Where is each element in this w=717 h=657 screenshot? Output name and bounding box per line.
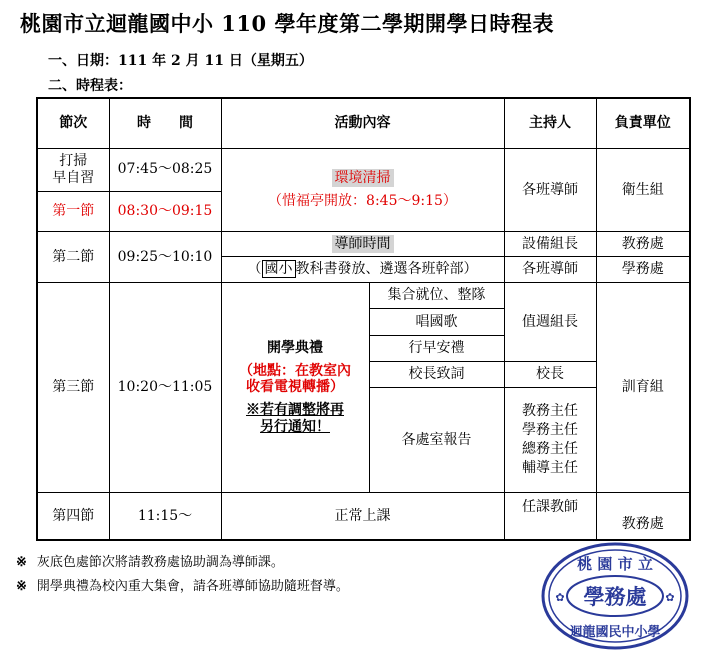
table-row bbox=[37, 493, 690, 540]
note-ceremony bbox=[16, 575, 349, 594]
ceremony-notice-a: ※若有調整將再 bbox=[246, 402, 344, 419]
info-date: 一、日期：111 年 2 月 11 日（星期五） bbox=[48, 53, 313, 69]
activity-note-rest: 教科書發放、遴選各班幹部） bbox=[295, 261, 478, 278]
note-grey-cells bbox=[16, 551, 284, 570]
unit-cell: 教務處 bbox=[596, 493, 690, 540]
host-cell: 校長 bbox=[504, 361, 596, 387]
host-cell: 各班導師 bbox=[504, 148, 596, 231]
ceremony-cell bbox=[221, 283, 369, 493]
period-cell: 第三節 bbox=[37, 283, 109, 493]
note-mark: ※ bbox=[16, 555, 27, 570]
header-host: 主持人 bbox=[504, 98, 596, 148]
activity-cell: 正常上課 bbox=[221, 493, 504, 540]
activity-cleaning-note: （惜福亭開放：8:45～9:15） bbox=[268, 192, 457, 209]
unit-cell: 教務處 bbox=[596, 232, 690, 257]
activity-cell bbox=[221, 148, 504, 231]
schedule-table bbox=[36, 97, 691, 541]
header-row bbox=[37, 98, 690, 148]
note-text: 開學典禮為校內重大集會，請各班導師協助隨班督導。 bbox=[36, 579, 349, 594]
seal-bottom-text: 迴龍國民中小學 bbox=[569, 625, 661, 640]
ceremony-item: 唱國歌 bbox=[369, 309, 504, 335]
note-text: 灰底色處節次將請教務處協助調為導師課。 bbox=[36, 555, 284, 570]
table-row bbox=[37, 283, 690, 309]
ceremony-item: 各處室報告 bbox=[369, 387, 504, 492]
ceremony-title: 開學典禮 bbox=[267, 339, 323, 356]
time-cell: 11:15～ bbox=[109, 493, 221, 540]
seal-center-text: 學務處 bbox=[583, 584, 647, 609]
unit-cell: 訓育組 bbox=[596, 283, 690, 493]
host-director: 總務主任 bbox=[522, 440, 578, 457]
header-activity: 活動內容 bbox=[221, 98, 504, 148]
header-period: 節次 bbox=[37, 98, 109, 148]
host-cell: 值週組長 bbox=[504, 283, 596, 361]
period-cell: 第一節 bbox=[37, 191, 109, 231]
time-cell: 07:45～08:25 bbox=[109, 148, 221, 191]
host-cell bbox=[504, 387, 596, 492]
page-title: 桃園市立迴龍國中小 110 學年度第二學期開學日時程表 bbox=[20, 11, 554, 36]
host-director: 學務主任 bbox=[522, 422, 578, 439]
ceremony-notice-b: 另行通知！ bbox=[260, 418, 330, 435]
seal-top-text: 桃 園 市 立 bbox=[577, 555, 653, 573]
header-time: 時 間 bbox=[109, 98, 221, 148]
note-mark: ※ bbox=[16, 579, 27, 594]
period-cell: 第二節 bbox=[37, 232, 109, 283]
school-seal-stamp bbox=[540, 541, 690, 651]
period-cell: 第四節 bbox=[37, 493, 109, 540]
ceremony-item: 集合就位、整隊 bbox=[369, 283, 504, 309]
activity-cell bbox=[221, 257, 504, 283]
period-label-b: 早自習 bbox=[52, 169, 95, 186]
unit-cell: 衛生組 bbox=[596, 148, 690, 231]
ceremony-item: 行早安禮 bbox=[369, 335, 504, 361]
activity-note-boxed: 國小 bbox=[262, 260, 296, 278]
seal-star-right: ✿ bbox=[665, 591, 675, 604]
seal-star-left: ✿ bbox=[555, 591, 565, 604]
table-row bbox=[37, 232, 690, 257]
time-cell: 08:30～09:15 bbox=[109, 191, 221, 231]
host-director: 教務主任 bbox=[522, 403, 578, 420]
info-schedule-label: 二、時程表： bbox=[48, 78, 132, 94]
host-cell: 任課教師 bbox=[504, 493, 596, 540]
header-unit: 負責單位 bbox=[596, 98, 690, 148]
time-cell: 10:20～11:05 bbox=[109, 283, 221, 493]
ceremony-location-b: 收看電視轉播） bbox=[246, 379, 344, 396]
activity-cell bbox=[221, 232, 504, 257]
host-cell: 各班導師 bbox=[504, 257, 596, 283]
host-cell: 設備組長 bbox=[504, 232, 596, 257]
ceremony-item: 校長致詞 bbox=[369, 361, 504, 387]
period-label-a: 打掃 bbox=[59, 153, 88, 170]
time-cell: 09:25～10:10 bbox=[109, 232, 221, 283]
activity-note-open: （ bbox=[247, 261, 262, 278]
host-director: 輔導主任 bbox=[522, 459, 578, 476]
ceremony-location-a: （地點：在教室內 bbox=[239, 362, 351, 379]
activity-cleaning: 環境清掃 bbox=[332, 169, 394, 187]
activity-homeroom: 導師時間 bbox=[332, 235, 394, 253]
table-row bbox=[37, 148, 690, 191]
unit-cell: 學務處 bbox=[596, 257, 690, 283]
period-cell bbox=[37, 148, 109, 191]
